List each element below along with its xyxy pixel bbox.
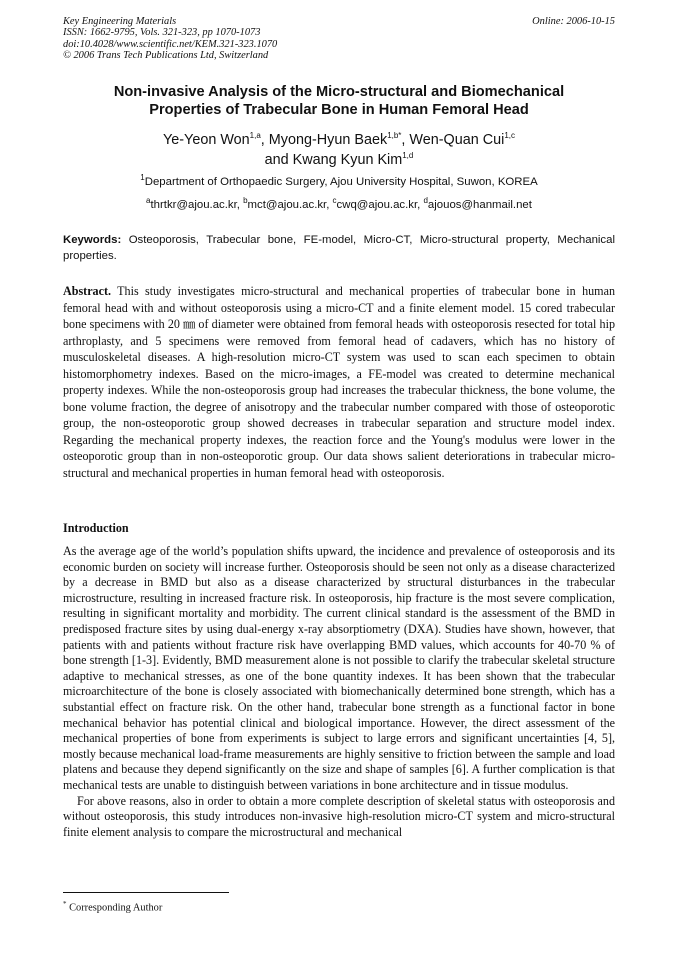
abstract-block bbox=[63, 283, 615, 481]
title-line-2: Properties of Trabecular Bone in Human Femoral Head bbox=[149, 102, 529, 118]
doi-line: doi:10.4028/www.scientific.net/KEM.321-323.1070 bbox=[63, 38, 278, 50]
email-list bbox=[63, 198, 615, 212]
author-line-2 bbox=[63, 150, 615, 170]
paper-title bbox=[63, 83, 615, 119]
author-name: Ye-Yeon Won bbox=[162, 132, 250, 148]
affiliation bbox=[63, 175, 615, 189]
author-line-1 bbox=[63, 130, 615, 150]
paragraph: For above reasons, also in order to obtain a more complete description of skeletal status with osteoporosis and without osteoporosis, this study introduces non-invasive high-resolution micro-CT system and micro-structural finite element analysis to compare the microstructural and mechanical bbox=[63, 793, 615, 839]
email-sup: c bbox=[332, 196, 337, 206]
journal-name: Key Engineering Materials bbox=[63, 16, 177, 27]
author-sup: 1,d bbox=[402, 151, 414, 161]
abstract-text: This study investigates micro-structural and mechanical properties of trabecular bone in human femoral head with and without osteoporosis using a micro-CT and a finite element model. 15 cored trabecular bone specimens with 20 ㎜ of diameter were obtained from femoral heads with osteoporosis resected for total hip arthroplasty, and 5 specimens were removed from femoral head of cadavers, which has no history of musculoskeletal diseases. A high-resolution micro-CT system was used to scan each specimen to obtain histomorphometry indexes. Based on the micro-images, a FE-model was created to determine mechanical property indexes. While the non-osteoporosis group had increases the trabecular thickness, the bone volume, the bone volume fraction, the degree of anisotropy and the trabecular number compared with those of osteoporotic group, the non-osteoporotic group showed decreases in trabecular separation and structure model index. Regarding the mechanical property indexes, the reaction force and the Young's modulus were lower in the osteoporotic group than in non-osteoporotic group. Our data shows salient deteriorations in trabecular micro-structural and mechanical properties in human femoral head with osteoporosis. bbox=[63, 284, 615, 480]
affiliation-sup: 1 bbox=[140, 173, 145, 183]
online-date: Online: 2006-10-15 bbox=[532, 16, 615, 27]
author-separator: , bbox=[401, 132, 410, 148]
keywords-label: Keywords: bbox=[63, 234, 122, 246]
author-name: Myong-Hyun Baek bbox=[268, 132, 388, 148]
author-sup: 1,c bbox=[504, 131, 516, 141]
footnote-mark: * bbox=[63, 900, 67, 908]
title-line-1: Non-invasive Analysis of the Micro-structural and Biomechanical bbox=[113, 84, 565, 100]
email-sup: a bbox=[146, 196, 151, 206]
issn-line: ISSN: 1662-9795, Vols. 321-323, pp 1070-1073 bbox=[63, 27, 261, 39]
author-list bbox=[63, 130, 615, 170]
email-sup: b bbox=[243, 196, 248, 206]
author-sup: 1,a bbox=[249, 131, 261, 141]
email-link[interactable]: mct@ajou.ac.kr, bbox=[247, 199, 333, 211]
paragraph: As the average age of the world’s population shifts upward, the incidence and prevalence of osteoporosis and its economic burden on society will increase further. Osteoporosis should be seen not only as a disease characterized by a decrease in BMD but also as a disease characterized by structural disturbances in the trabecular microstructure, resulting in increased fracture risk. In osteoporosis, hip fracture is the most severe complication, resulting in significant mortality and morbidity. The current clinical standard is the assessment of the BMD in predisposed fracture sites by using dual-energy x-ray absorptiometry (DXA). Studies have shown, however, that patients with and patients without fracture risk have overlapping BMD values, which accounts for 40-70 % of bone strength [1-3]. Evidently, BMD measurement alone is not possible to clarify the trabecular skeletal structure adaptive to mechanical stresses, as one of the bone quantity indexes. It has been shown that the trabecular microarchitecture of the bone is closely associated with biomechanically determined bone strength, which has a substantial effect on fracture risk. On the other hand, trabecular bone strength as a functional factor in bone mechanical behavior has potential clinical and biological importance. However, the direct assessment of the mechanical properties of bone from experiments is subject to large errors and significant uncertainties [4, 5], mostly because mechanical load-frame measurements are highly sensitive to friction between the sample and load platens and because they depend significantly on the size and shape of samples [6]. A further complication is that mechanical tests are unable to distinguish between variations in bone architecture and in tissue modulus. bbox=[63, 544, 615, 792]
email-link[interactable]: ajouos@hanmail.net bbox=[427, 199, 532, 211]
author-name: Wen-Quan Cui bbox=[409, 132, 505, 148]
author-sup: 1,b* bbox=[387, 131, 402, 141]
footnote bbox=[63, 898, 162, 914]
email-link[interactable]: thrtkr@ajou.ac.kr, bbox=[150, 199, 244, 211]
keywords-block bbox=[63, 233, 615, 264]
journal-header bbox=[63, 16, 615, 62]
author-separator: , bbox=[260, 132, 269, 148]
introduction-body bbox=[63, 544, 615, 840]
affiliation-text: Department of Orthopaedic Surgery, Ajou University Hospital, Suwon, KOREA bbox=[144, 176, 538, 188]
footnote-divider bbox=[63, 892, 229, 893]
footnote-text: Corresponding Author bbox=[66, 902, 163, 914]
author-name: and Kwang Kyun Kim bbox=[264, 152, 403, 168]
keywords-text: Osteoporosis, Trabecular bone, FE-model, Micro-CT, Micro-structural property, Mechanical properties. bbox=[63, 234, 615, 262]
email-sup: d bbox=[423, 196, 428, 206]
copyright-line: © 2006 Trans Tech Publications Ltd, Switzerland bbox=[63, 50, 269, 62]
introduction-heading: Introduction bbox=[63, 521, 129, 535]
abstract-label: Abstract. bbox=[63, 284, 112, 298]
email-link[interactable]: cwq@ajou.ac.kr, bbox=[336, 199, 424, 211]
